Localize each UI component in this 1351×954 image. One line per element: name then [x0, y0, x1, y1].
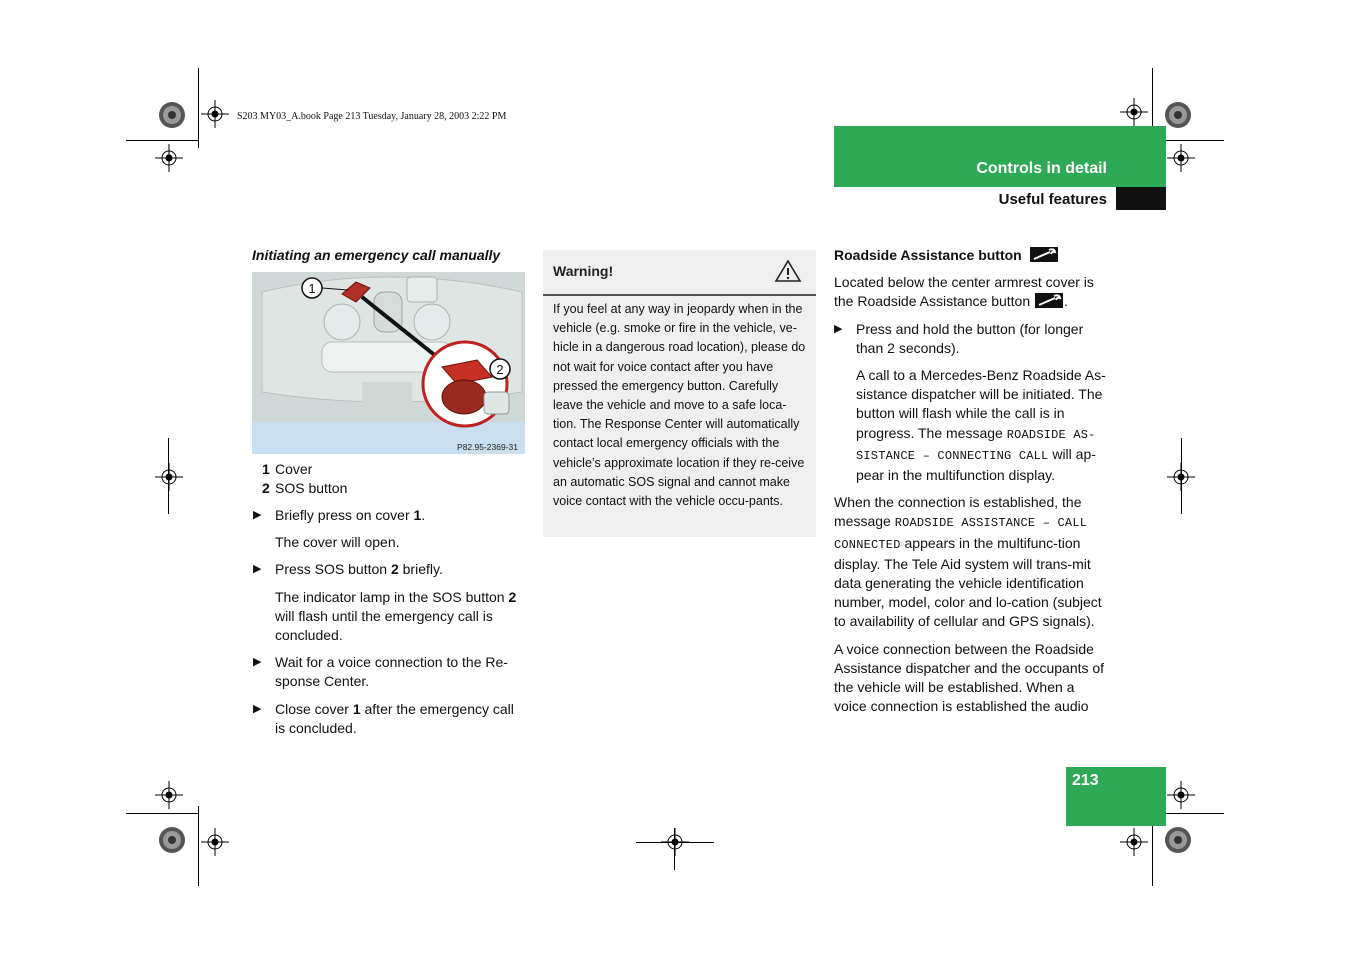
sos-figure — [252, 272, 525, 454]
step-wait-voice: ▶ Wait for a voice connection to the Re-sponse Center. — [253, 654, 508, 690]
legend-item: 2 SOS button — [262, 480, 348, 497]
left-heading: Initiating an emergency call manually — [252, 247, 501, 263]
wrench-icon — [1034, 293, 1064, 308]
left-steps — [253, 506, 525, 738]
warning-triangle-icon — [774, 259, 802, 283]
step-press-sos: ▶ Press SOS button 2 briefly. — [253, 560, 525, 579]
legend-item: 1 Cover — [262, 461, 313, 477]
section-header — [834, 126, 1166, 187]
voice-paragraph: A voice connection between the Roadside Assistance dispatcher and the occupants of the vehicle will be established. When a voice connection is established the audio — [834, 640, 1105, 715]
warning-box — [543, 250, 816, 537]
subsection-header — [834, 187, 1166, 211]
roadside-intro: Located below the center armrest cover is the Roadside Assistance button . — [834, 274, 1094, 310]
subsection-title: Useful features — [998, 191, 1107, 208]
figure-code: P82.95-2369-31 — [457, 442, 518, 452]
step-arrow-icon: ▶ — [253, 656, 262, 669]
callout-2: 2 — [496, 362, 504, 377]
wrench-icon — [1030, 247, 1058, 262]
result-lamp-flash: The indicator lamp in the SOS button 2 will flash until the emergency call is concluded. — [275, 588, 517, 644]
overhead-console-illustration — [252, 272, 525, 454]
step-press-hold: ▶ Press and hold the button (for longer than 2 seconds). — [834, 320, 1084, 356]
figure-legend — [262, 460, 347, 498]
page-number: 213 — [1072, 772, 1099, 789]
warning-header — [543, 250, 816, 296]
step-arrow-icon: ▶ — [253, 702, 262, 715]
roadside-heading: Roadside Assistance button — [834, 246, 1110, 265]
step-arrow-icon: ▶ — [253, 509, 262, 521]
warning-body: If you feel at any way in jeopardy when in the vehicle (e.g. smoke or fire in the vehicle, ve-hicle in a dangerous road location), please do not wait for voice contact after you have pressed the emergency button. Carefully leave the vehicle and move to a safe loca-tion. The Response Center will automatically contact local emergency officials with the vehicle’s approximate location if they re-ceive an automatic SOS signal and cannot make voice contact with the vehicle occu-pants. — [553, 302, 806, 509]
result-call-initiated: A call to a Mercedes-Benz Roadside As-sistance dispatcher will be initiated. The button will flash while the call is in progress. The message ROADSIDE AS-SISTANCE – CONNECTING CALL will ap-pear in the multifunction display. — [856, 367, 1106, 484]
display-message: ROADSIDE AS-SISTANCE – CONNECTING CALL — [856, 427, 1096, 463]
step-close-cover: ▶ Close cover 1 after the emergency call is concluded. — [253, 700, 514, 736]
callout-1: 1 — [308, 281, 316, 296]
file-info-line: S203 MY03_A.book Page 213 Tuesday, January 28, 2003 2:22 PM — [237, 111, 507, 122]
page-number-tab — [1066, 767, 1166, 826]
step-arrow-icon: ▶ — [834, 322, 843, 335]
connection-paragraph: When the connection is established, the message ROADSIDE ASSISTANCE – CALL CONNECTED appears in the multifunc-tion display. The Tele Aid system will trans-mit data generating the vehicle identification number, model, color and lo-cation (subject to availability of cellular and GPS signals). — [834, 494, 1102, 630]
subsection-marker — [1116, 187, 1166, 210]
step-press-cover: ▶ Briefly press on cover 1. — [253, 506, 525, 525]
right-column — [834, 246, 1110, 716]
step-arrow-icon: ▶ — [253, 563, 262, 576]
result-cover-opens: The cover will open. — [275, 534, 400, 551]
display-message: ROADSIDE ASSISTANCE – CALL CONNECTED — [834, 516, 1088, 552]
section-title: Controls in detail — [976, 160, 1107, 177]
warning-title: Warning! — [553, 263, 614, 279]
